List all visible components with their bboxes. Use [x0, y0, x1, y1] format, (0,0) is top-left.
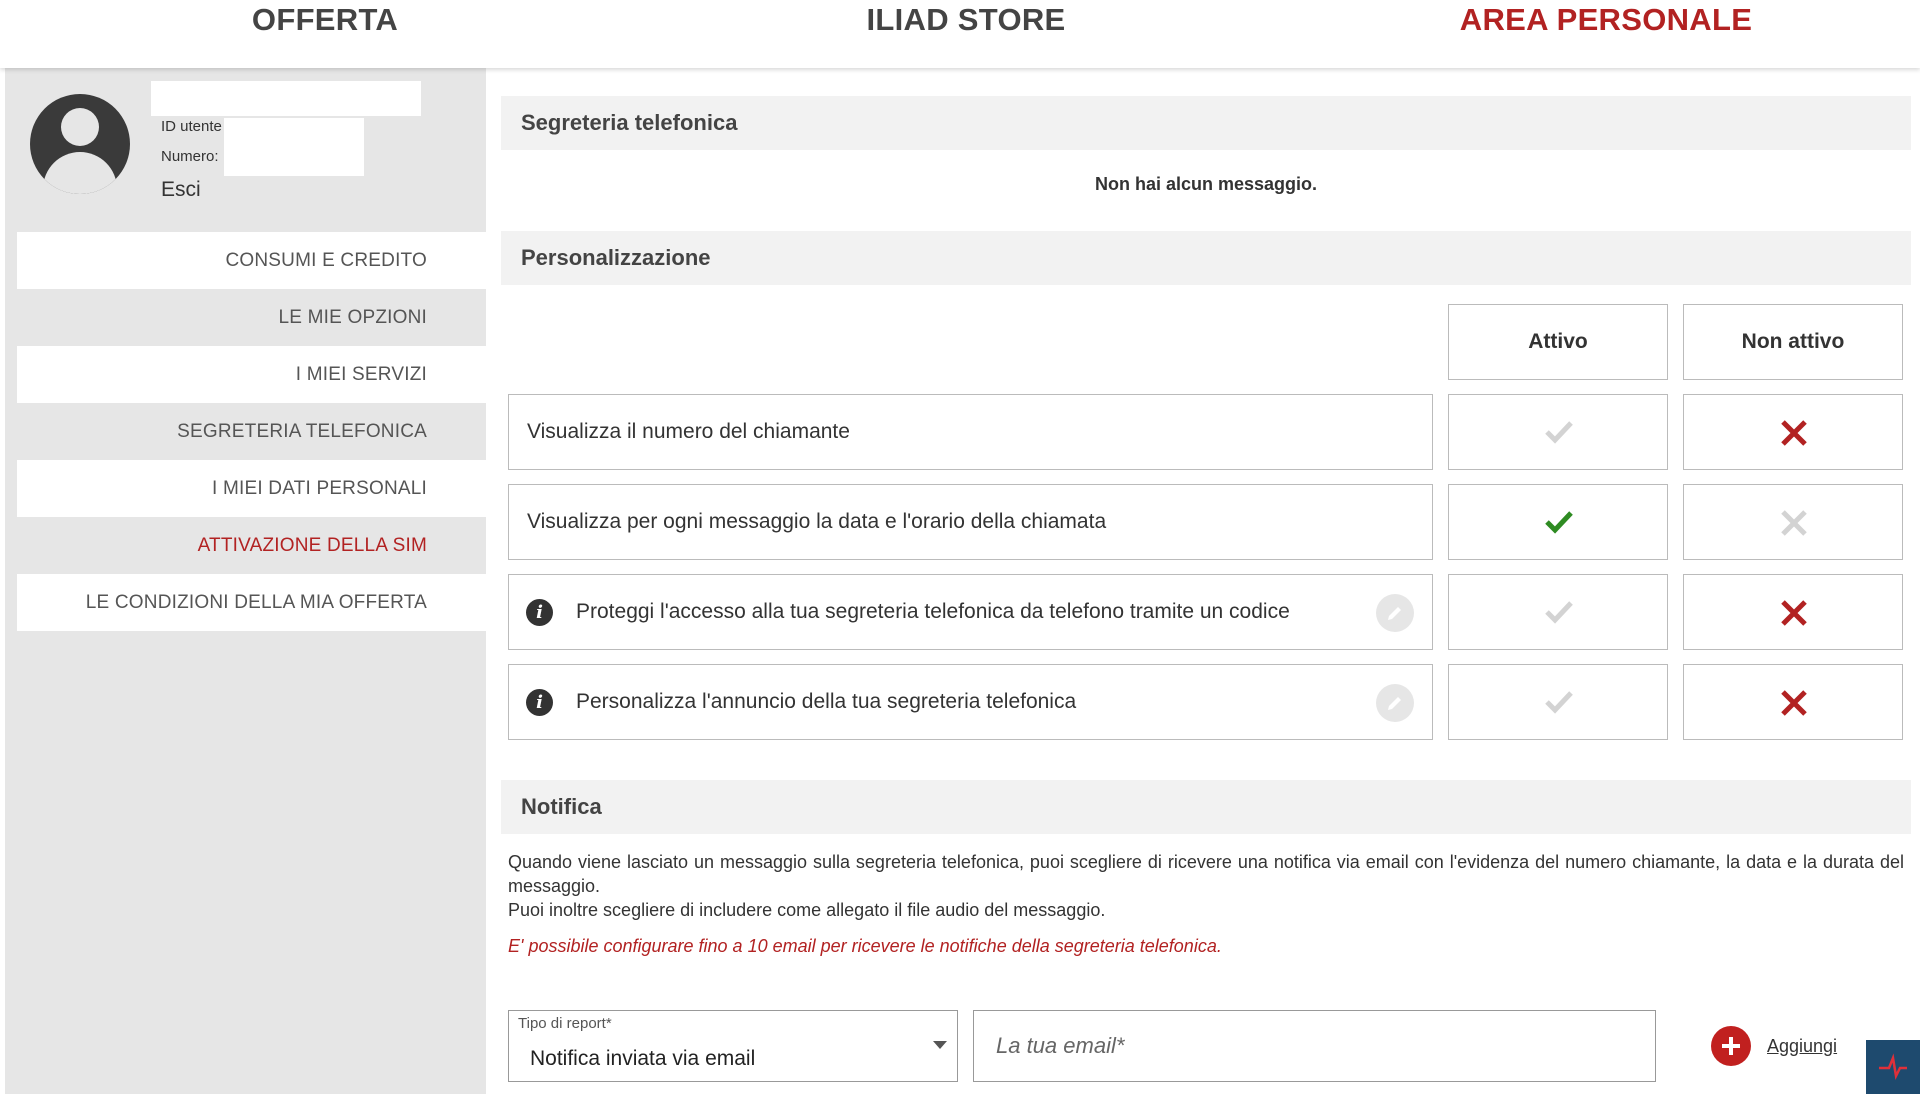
chevron-down-icon — [933, 1041, 947, 1049]
user-id-label: ID utente — [161, 118, 222, 135]
toggle-active-access-code[interactable] — [1448, 574, 1668, 650]
top-navigation — [0, 0, 1920, 68]
cross-icon — [1779, 688, 1809, 718]
toggle-inactive-caller-number[interactable] — [1683, 394, 1903, 470]
check-icon — [1544, 688, 1574, 716]
report-type-value: Notifica inviata via email — [530, 1047, 756, 1070]
toggle-inactive-message-datetime[interactable] — [1683, 484, 1903, 560]
setting-row-message-datetime — [508, 484, 1433, 560]
report-type-select[interactable] — [508, 1010, 958, 1082]
notification-limit-note: E' possibile configurare fino a 10 email per ricevere le notifiche della segreteria telefonica. — [508, 936, 1222, 956]
notification-description: Quando viene lasciato un messaggio sulla segreteria telefonica, puoi scegliere di ricevere una notifica via email con l'evidenza del numero chiamante, la data e la durata del messaggio. — [508, 852, 1904, 896]
setting-label: Visualizza per ogni messaggio la data e l'orario della chiamata — [527, 510, 1107, 533]
cross-icon — [1779, 508, 1809, 538]
chat-logo-icon — [1876, 1052, 1910, 1082]
edit-pencil-icon[interactable] — [1376, 684, 1414, 722]
sidebar-item-mie-opzioni[interactable]: LE MIE OPZIONI — [278, 307, 427, 328]
report-type-label: Tipo di report* — [518, 1015, 612, 1032]
personalization-section-title: Personalizzazione — [501, 231, 1911, 285]
user-number-redacted — [224, 144, 364, 176]
toggle-active-message-datetime[interactable] — [1448, 484, 1668, 560]
sidebar-item-attivazione-sim[interactable]: ATTIVAZIONE DELLA SIM — [197, 535, 427, 556]
column-header-active: Attivo — [1448, 304, 1668, 380]
check-icon — [1544, 508, 1574, 536]
toggle-inactive-access-code[interactable] — [1683, 574, 1903, 650]
cross-icon — [1779, 418, 1809, 448]
toggle-inactive-custom-greeting[interactable] — [1683, 664, 1903, 740]
add-email-label: Aggiungi — [1767, 1036, 1838, 1056]
setting-label: Visualizza il numero del chiamante — [527, 420, 850, 443]
user-id-redacted — [224, 118, 364, 144]
user-avatar-icon — [30, 94, 130, 194]
sidebar-menu — [17, 232, 486, 631]
info-icon[interactable]: i — [526, 689, 553, 716]
column-header-inactive: Non attivo — [1683, 304, 1903, 380]
setting-label: Personalizza l'annuncio della tua segreteria telefonica — [576, 690, 1077, 713]
toggle-active-custom-greeting[interactable] — [1448, 664, 1668, 740]
no-messages-text: Non hai alcun messaggio. — [1094, 174, 1318, 194]
sidebar-item-dati-personali[interactable]: I MIEI DATI PERSONALI — [17, 460, 486, 517]
user-name-redacted — [151, 81, 421, 116]
setting-row-caller-number — [508, 394, 1433, 470]
sidebar — [5, 68, 486, 1094]
info-icon[interactable]: i — [526, 599, 553, 626]
setting-row-access-code — [508, 574, 1433, 650]
edit-pencil-icon[interactable] — [1376, 594, 1414, 632]
notification-attachment-text: Puoi inoltre scegliere di includere come allegato il file audio del messaggio. — [508, 900, 1106, 920]
nav-offerta[interactable]: OFFERTA — [251, 2, 399, 37]
voicemail-section-title: Segreteria telefonica — [501, 96, 1911, 150]
logout-link[interactable]: Esci — [161, 178, 201, 201]
nav-area-personale[interactable]: AREA PERSONALE — [1459, 2, 1753, 37]
sidebar-item-condizioni-offerta[interactable]: LE CONDIZIONI DELLA MIA OFFERTA — [17, 574, 486, 631]
chat-widget-button[interactable] — [1866, 1040, 1920, 1094]
check-icon — [1544, 418, 1574, 446]
nav-iliad-store[interactable]: ILIAD STORE — [866, 2, 1066, 37]
user-number-label: Numero: — [161, 148, 219, 165]
plus-icon — [1711, 1026, 1751, 1066]
check-icon — [1544, 598, 1574, 626]
sidebar-item-consumi-credito[interactable]: CONSUMI E CREDITO — [17, 232, 486, 289]
cross-icon — [1779, 598, 1809, 628]
sidebar-item-segreteria-telefonica[interactable]: SEGRETERIA TELEFONICA — [177, 421, 427, 442]
email-input[interactable] — [973, 1010, 1656, 1082]
add-email-button[interactable] — [1711, 1026, 1861, 1066]
sidebar-item-miei-servizi[interactable]: I MIEI SERVIZI — [17, 346, 486, 403]
toggle-active-caller-number[interactable] — [1448, 394, 1668, 470]
setting-row-custom-greeting — [508, 664, 1433, 740]
setting-label: Proteggi l'accesso alla tua segreteria telefonica da telefono tramite un codice — [576, 600, 1290, 623]
notification-section-title: Notifica — [501, 780, 1911, 834]
